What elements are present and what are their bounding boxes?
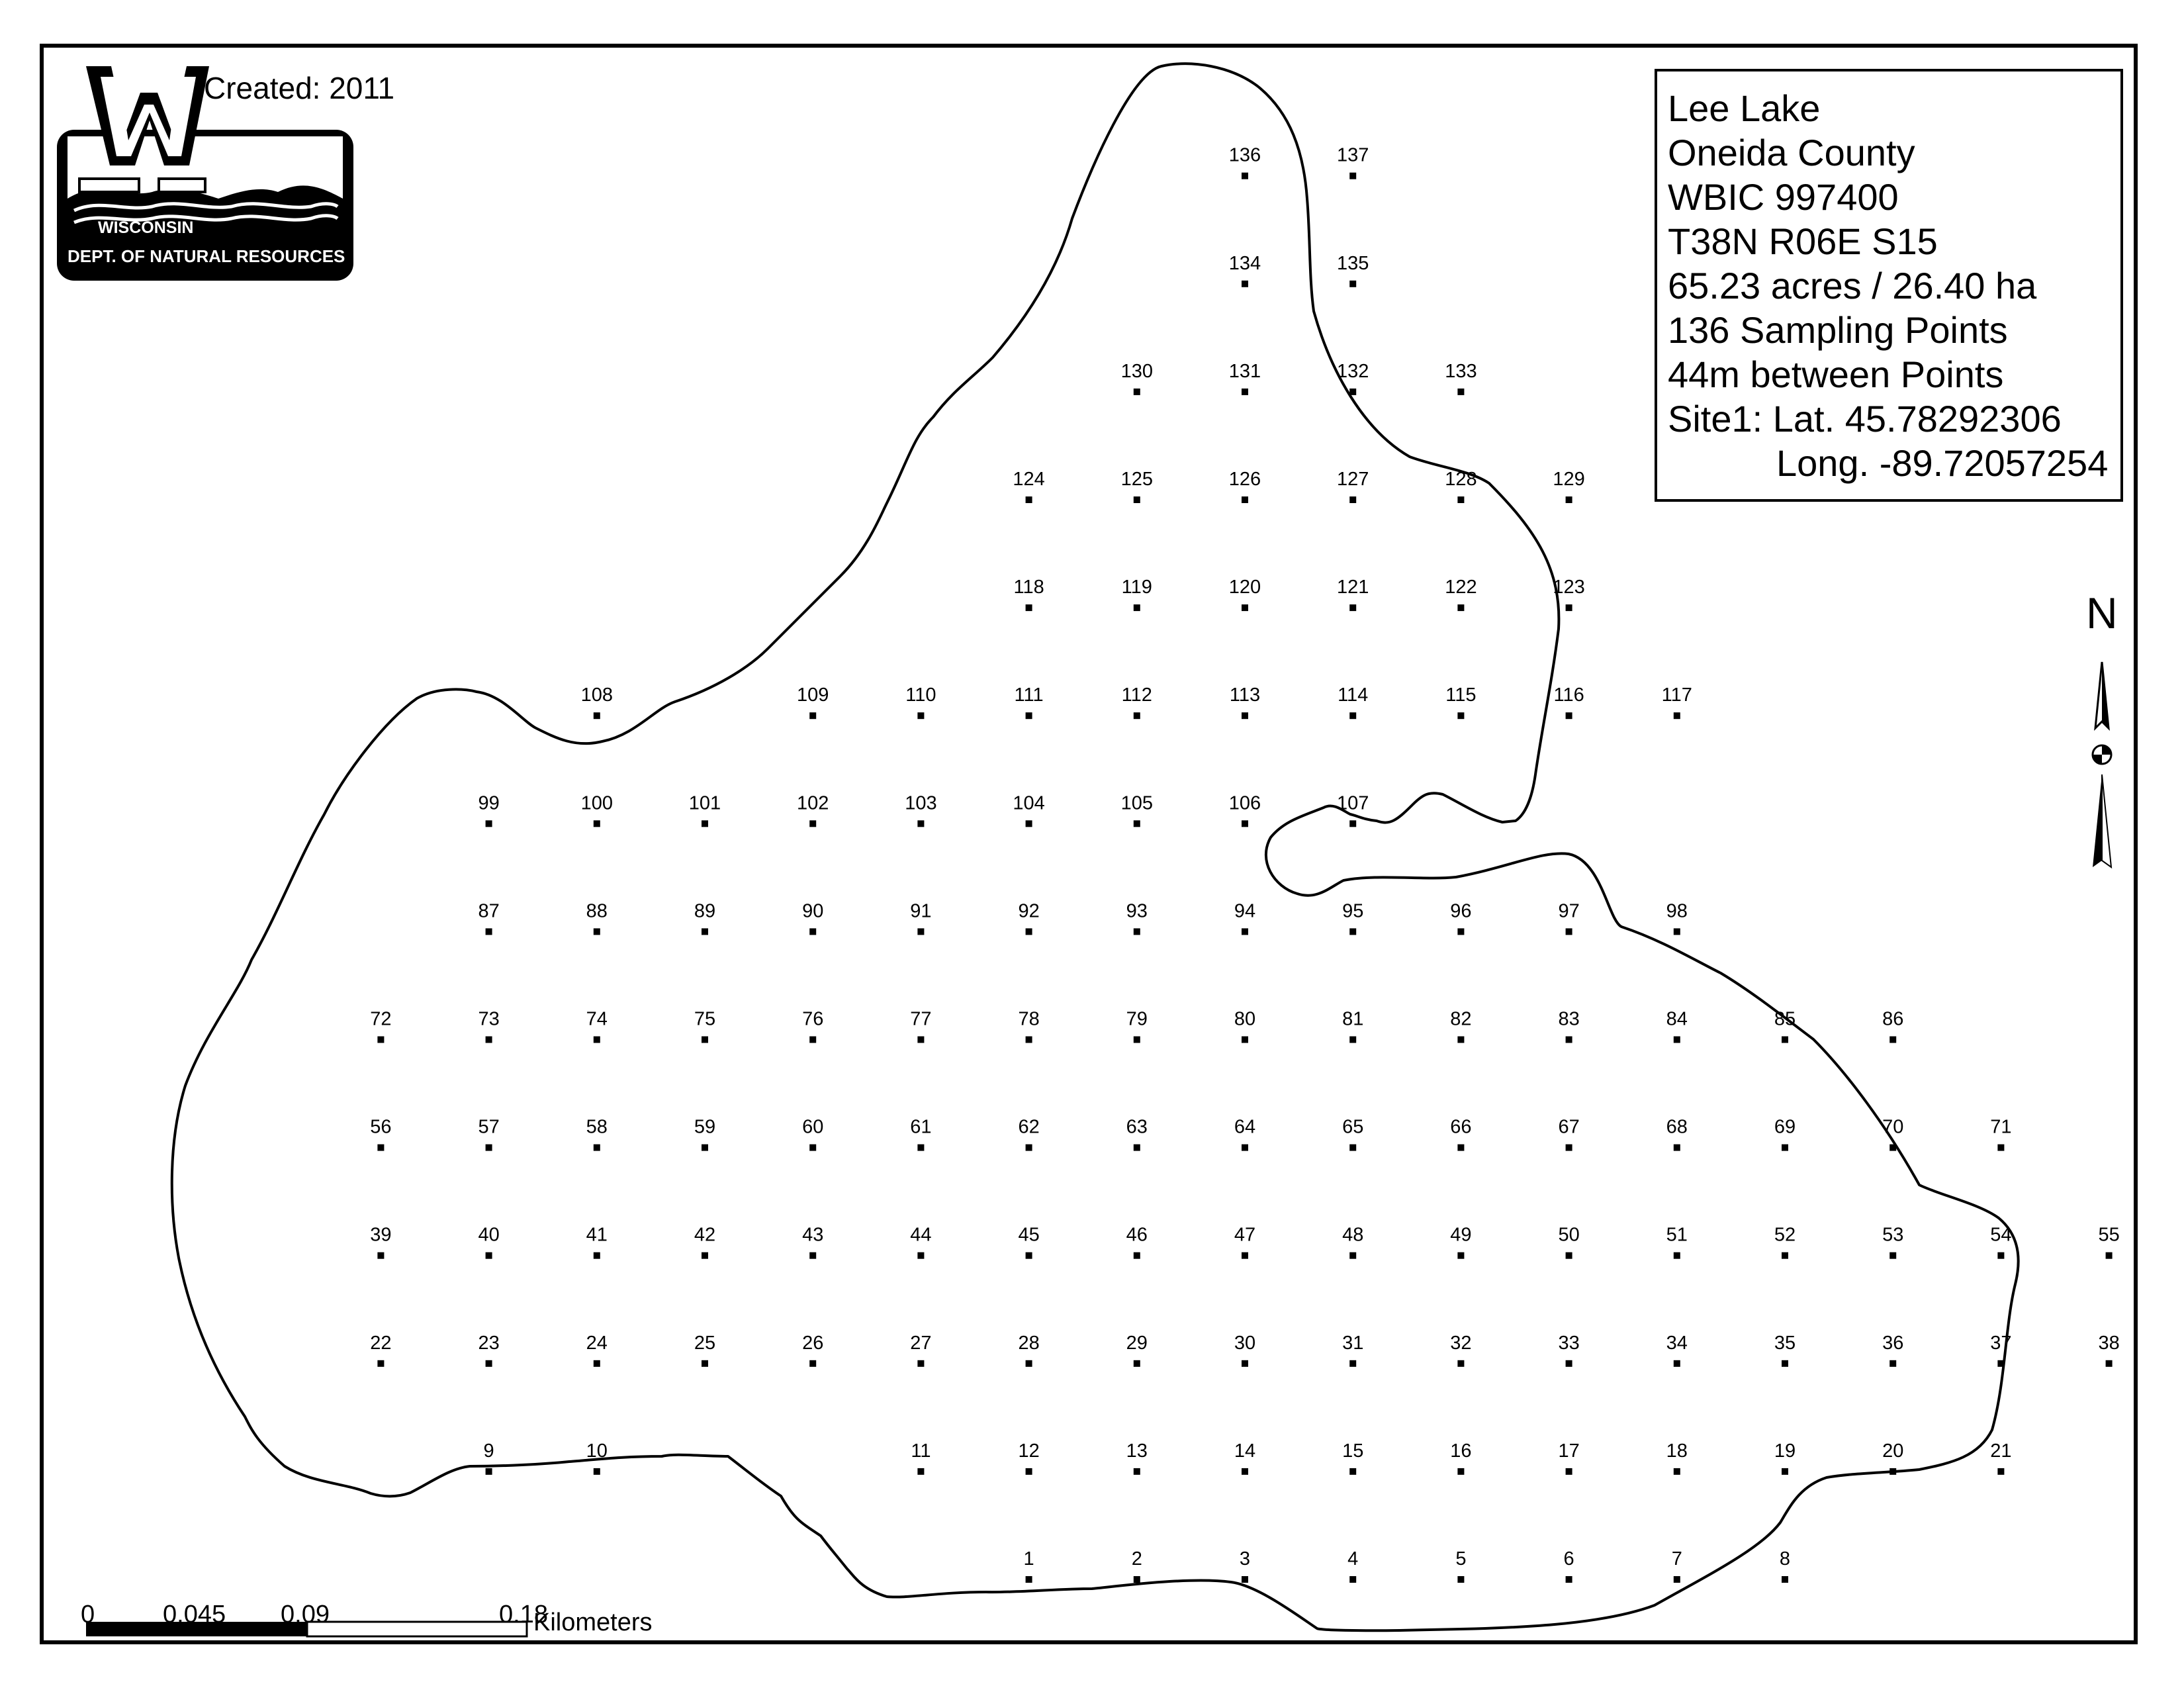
sampling-point-label-3: 3	[1239, 1548, 1251, 1570]
sampling-point-label-113: 113	[1229, 684, 1261, 706]
created-date: Created: 2011	[204, 71, 395, 105]
sampling-point-121	[1349, 604, 1356, 611]
sampling-point-42	[702, 1252, 708, 1259]
sampling-point-label-81: 81	[1342, 1008, 1364, 1030]
sampling-point-label-50: 50	[1558, 1224, 1580, 1246]
sampling-point-label-1: 1	[1023, 1548, 1034, 1570]
sampling-point-label-20: 20	[1882, 1440, 1904, 1462]
sampling-point-label-30: 30	[1234, 1332, 1256, 1354]
sampling-point-87	[486, 928, 492, 935]
sampling-point-83	[1566, 1037, 1572, 1043]
sampling-point-71	[1997, 1145, 2004, 1151]
sampling-point-label-77: 77	[910, 1008, 932, 1030]
sampling-point-60	[809, 1145, 816, 1151]
sampling-point-label-5: 5	[1455, 1548, 1467, 1570]
sampling-point-134	[1242, 281, 1248, 287]
sampling-point-label-67: 67	[1558, 1116, 1580, 1138]
sampling-point-36	[1889, 1360, 1896, 1367]
sampling-point-93	[1134, 928, 1140, 935]
sampling-point-label-69: 69	[1774, 1116, 1796, 1138]
sampling-point-label-55: 55	[2098, 1224, 2120, 1246]
sampling-point-33	[1566, 1360, 1572, 1367]
sampling-point-label-83: 83	[1558, 1008, 1580, 1030]
sampling-point-115	[1457, 712, 1464, 719]
sampling-point-label-86: 86	[1882, 1008, 1904, 1030]
sampling-point-34	[1674, 1360, 1680, 1367]
sampling-point-label-114: 114	[1338, 684, 1369, 706]
sampling-point-label-121: 121	[1337, 577, 1369, 598]
sampling-point-4	[1349, 1576, 1356, 1583]
sampling-point-89	[702, 928, 708, 935]
north-letter: N	[2086, 588, 2118, 637]
sampling-point-57	[486, 1145, 492, 1151]
sampling-point-label-19: 19	[1774, 1440, 1796, 1462]
sampling-point-129	[1566, 496, 1572, 503]
sampling-point-label-33: 33	[1558, 1332, 1580, 1354]
sampling-point-label-92: 92	[1018, 900, 1040, 922]
sampling-point-82	[1457, 1037, 1464, 1043]
sampling-point-53	[1889, 1252, 1896, 1259]
sampling-point-95	[1349, 928, 1356, 935]
sampling-point-label-133: 133	[1445, 360, 1477, 382]
sampling-point-label-57: 57	[478, 1116, 500, 1138]
sampling-point-label-115: 115	[1445, 684, 1477, 706]
sampling-point-label-128: 128	[1445, 469, 1477, 490]
sampling-point-label-34: 34	[1666, 1332, 1688, 1354]
sampling-point-label-43: 43	[802, 1224, 824, 1246]
lake-area: 65.23 acres / 26.40 ha	[1668, 265, 2037, 306]
sampling-point-25	[702, 1360, 708, 1367]
sampling-point-15	[1349, 1468, 1356, 1475]
sampling-point-label-108: 108	[580, 684, 613, 706]
sampling-point-label-74: 74	[586, 1008, 608, 1030]
sampling-point-39	[377, 1252, 384, 1259]
sampling-point-136	[1242, 173, 1248, 179]
sampling-point-126	[1242, 496, 1248, 503]
sampling-point-label-90: 90	[802, 900, 824, 922]
sampling-point-32	[1457, 1360, 1464, 1367]
sampling-point-label-8: 8	[1779, 1548, 1791, 1570]
sampling-point-43	[809, 1252, 816, 1259]
sampling-point-label-46: 46	[1126, 1224, 1148, 1246]
sampling-point-118	[1026, 604, 1032, 611]
scale-units: Kilometers	[533, 1609, 653, 1636]
sampling-point-label-52: 52	[1774, 1224, 1796, 1246]
sampling-point-11	[917, 1468, 924, 1475]
sampling-point-label-61: 61	[910, 1116, 932, 1138]
sampling-point-label-75: 75	[694, 1008, 716, 1030]
sampling-point-label-53: 53	[1882, 1224, 1904, 1246]
sampling-point-label-109: 109	[797, 684, 829, 706]
sampling-point-28	[1026, 1360, 1032, 1367]
sampling-point-12	[1026, 1468, 1032, 1475]
sampling-point-91	[917, 928, 924, 935]
point-count: 136 Sampling Points	[1668, 309, 2008, 351]
sampling-point-label-45: 45	[1018, 1224, 1040, 1246]
sampling-point-70	[1889, 1145, 1896, 1151]
sampling-point-label-60: 60	[802, 1116, 824, 1138]
sampling-point-50	[1566, 1252, 1572, 1259]
sampling-point-label-136: 136	[1228, 144, 1261, 166]
sampling-point-label-11: 11	[911, 1440, 931, 1462]
sampling-point-111	[1026, 712, 1032, 719]
sampling-point-label-48: 48	[1342, 1224, 1364, 1246]
sampling-point-18	[1674, 1468, 1680, 1475]
sampling-point-label-66: 66	[1450, 1116, 1472, 1138]
sampling-point-label-76: 76	[802, 1008, 824, 1030]
sampling-point-51	[1674, 1252, 1680, 1259]
sampling-point-label-84: 84	[1666, 1008, 1688, 1030]
sampling-point-52	[1782, 1252, 1788, 1259]
sampling-point-100	[594, 820, 600, 827]
sampling-point-label-97: 97	[1558, 900, 1580, 922]
sampling-point-label-31: 31	[1342, 1332, 1364, 1354]
wbic-code: WBIC 997400	[1668, 176, 1899, 218]
sampling-point-label-18: 18	[1666, 1440, 1688, 1462]
sampling-point-2	[1134, 1576, 1140, 1583]
sampling-point-103	[917, 820, 924, 827]
sampling-point-label-124: 124	[1013, 469, 1045, 490]
sampling-point-label-6: 6	[1563, 1548, 1574, 1570]
sampling-point-label-132: 132	[1337, 360, 1369, 382]
sampling-point-label-137: 137	[1337, 144, 1369, 166]
sampling-point-133	[1457, 389, 1464, 395]
scale-tick-1: 0.045	[163, 1601, 226, 1628]
sampling-point-label-91: 91	[910, 900, 932, 922]
sampling-point-69	[1782, 1145, 1788, 1151]
sampling-point-label-105: 105	[1120, 792, 1153, 814]
sampling-point-label-130: 130	[1120, 360, 1153, 382]
county-name: Oneida County	[1668, 132, 1915, 173]
sampling-point-22	[377, 1360, 384, 1367]
logo-line2: DEPT. OF NATURAL RESOURCES	[68, 246, 345, 266]
sampling-point-48	[1349, 1252, 1356, 1259]
sampling-point-132	[1349, 389, 1356, 395]
sampling-point-label-47: 47	[1234, 1224, 1256, 1246]
sampling-point-label-82: 82	[1450, 1008, 1472, 1030]
sampling-point-label-118: 118	[1013, 577, 1044, 598]
sampling-point-67	[1566, 1145, 1572, 1151]
sampling-point-94	[1242, 928, 1248, 935]
sampling-point-76	[809, 1037, 816, 1043]
sampling-point-19	[1782, 1468, 1788, 1475]
sampling-point-label-44: 44	[910, 1224, 932, 1246]
sampling-point-label-116: 116	[1553, 684, 1584, 706]
sampling-point-41	[594, 1252, 600, 1259]
sampling-point-62	[1026, 1145, 1032, 1151]
sampling-point-31	[1349, 1360, 1356, 1367]
sampling-point-label-106: 106	[1228, 792, 1261, 814]
sampling-point-label-40: 40	[478, 1224, 500, 1246]
sampling-point-label-107: 107	[1337, 792, 1369, 814]
sampling-point-92	[1026, 928, 1032, 935]
sampling-point-30	[1242, 1360, 1248, 1367]
sampling-point-label-79: 79	[1126, 1008, 1148, 1030]
sampling-point-label-98: 98	[1666, 900, 1688, 922]
sampling-point-55	[2106, 1252, 2113, 1259]
sampling-point-54	[1997, 1252, 2004, 1259]
sampling-point-74	[594, 1037, 600, 1043]
sampling-point-label-39: 39	[370, 1224, 392, 1246]
sampling-point-128	[1457, 496, 1464, 503]
info-box	[1655, 69, 2123, 502]
sampling-point-116	[1566, 712, 1572, 719]
sampling-point-label-22: 22	[370, 1332, 392, 1354]
sampling-point-85	[1782, 1037, 1788, 1043]
sampling-point-label-62: 62	[1018, 1116, 1040, 1138]
sampling-point-101	[702, 820, 708, 827]
sampling-point-59	[702, 1145, 708, 1151]
sampling-point-122	[1457, 604, 1464, 611]
sampling-point-45	[1026, 1252, 1032, 1259]
sampling-point-label-102: 102	[797, 792, 829, 814]
sampling-point-label-4: 4	[1347, 1548, 1359, 1570]
sampling-point-27	[917, 1360, 924, 1367]
sampling-point-label-129: 129	[1553, 469, 1585, 490]
sampling-point-label-134: 134	[1228, 252, 1261, 274]
scale-tick-2: 0.09	[281, 1601, 330, 1628]
sampling-point-label-127: 127	[1337, 469, 1369, 490]
sampling-point-75	[702, 1037, 708, 1043]
sampling-point-9	[486, 1468, 492, 1475]
sampling-point-84	[1674, 1037, 1680, 1043]
sampling-point-label-117: 117	[1661, 684, 1692, 706]
sampling-point-14	[1242, 1468, 1248, 1475]
sampling-point-46	[1134, 1252, 1140, 1259]
sampling-point-66	[1457, 1145, 1464, 1151]
sampling-point-123	[1566, 604, 1572, 611]
sampling-point-label-95: 95	[1342, 900, 1364, 922]
sampling-point-86	[1889, 1037, 1896, 1043]
sampling-point-label-26: 26	[802, 1332, 824, 1354]
sampling-point-98	[1674, 928, 1680, 935]
sampling-point-label-104: 104	[1013, 792, 1045, 814]
sampling-point-label-27: 27	[910, 1332, 932, 1354]
sampling-point-114	[1349, 712, 1356, 719]
sampling-point-label-99: 99	[478, 792, 500, 814]
sampling-point-label-68: 68	[1666, 1116, 1688, 1138]
sampling-point-124	[1026, 496, 1032, 503]
sampling-point-label-89: 89	[694, 900, 716, 922]
sampling-point-97	[1566, 928, 1572, 935]
sampling-point-label-28: 28	[1018, 1332, 1040, 1354]
sampling-point-label-112: 112	[1121, 684, 1152, 706]
scale-tick-3: 0.18	[499, 1601, 548, 1628]
sampling-point-35	[1782, 1360, 1788, 1367]
sampling-point-label-29: 29	[1126, 1332, 1148, 1354]
sampling-point-58	[594, 1145, 600, 1151]
sampling-point-label-16: 16	[1450, 1440, 1472, 1462]
sampling-point-label-135: 135	[1337, 252, 1369, 274]
sampling-point-72	[377, 1037, 384, 1043]
sampling-point-131	[1242, 389, 1248, 395]
sampling-point-104	[1026, 820, 1032, 827]
sampling-point-106	[1242, 820, 1248, 827]
sampling-point-label-87: 87	[478, 900, 500, 922]
sampling-point-8	[1782, 1576, 1788, 1583]
sampling-point-68	[1674, 1145, 1680, 1151]
sampling-point-49	[1457, 1252, 1464, 1259]
point-spacing: 44m between Points	[1668, 353, 2004, 395]
sampling-point-107	[1349, 820, 1356, 827]
sampling-point-label-56: 56	[370, 1116, 392, 1138]
sampling-point-79	[1134, 1037, 1140, 1043]
sampling-point-label-122: 122	[1445, 577, 1477, 598]
sampling-point-label-125: 125	[1120, 469, 1153, 490]
sampling-point-label-42: 42	[694, 1224, 716, 1246]
sampling-point-64	[1242, 1145, 1248, 1151]
sampling-point-44	[917, 1252, 924, 1259]
sampling-point-81	[1349, 1037, 1356, 1043]
sampling-point-96	[1457, 928, 1464, 935]
sampling-point-90	[809, 928, 816, 935]
sampling-point-label-58: 58	[586, 1116, 608, 1138]
sampling-point-108	[594, 712, 600, 719]
sampling-point-label-72: 72	[370, 1008, 392, 1030]
sampling-point-29	[1134, 1360, 1140, 1367]
sampling-point-88	[594, 928, 600, 935]
sampling-point-label-103: 103	[905, 792, 937, 814]
sampling-point-110	[917, 712, 924, 719]
sampling-point-63	[1134, 1145, 1140, 1151]
sampling-point-7	[1674, 1576, 1680, 1583]
sampling-point-99	[486, 820, 492, 827]
scale-tick-0: 0	[81, 1601, 95, 1628]
sampling-point-13	[1134, 1468, 1140, 1475]
sampling-point-117	[1674, 712, 1680, 719]
logo-line1: WISCONSIN	[98, 218, 194, 237]
sampling-point-109	[809, 712, 816, 719]
sampling-point-38	[2106, 1360, 2113, 1367]
sampling-point-label-17: 17	[1558, 1440, 1580, 1462]
sampling-point-105	[1134, 820, 1140, 827]
sampling-point-37	[1997, 1360, 2004, 1367]
sampling-point-label-119: 119	[1121, 577, 1152, 598]
sampling-point-label-41: 41	[586, 1224, 608, 1246]
sampling-point-label-12: 12	[1018, 1440, 1040, 1462]
sampling-point-65	[1349, 1145, 1356, 1151]
sampling-point-label-71: 71	[1990, 1116, 2012, 1138]
sampling-point-112	[1134, 712, 1140, 719]
sampling-point-label-70: 70	[1882, 1116, 1904, 1138]
site-longitude: Long. -89.72057254	[1776, 442, 2109, 484]
sampling-point-label-10: 10	[586, 1440, 608, 1462]
sampling-point-label-101: 101	[688, 792, 721, 814]
sampling-point-130	[1134, 389, 1140, 395]
sampling-point-102	[809, 820, 816, 827]
sampling-point-label-78: 78	[1018, 1008, 1040, 1030]
sampling-point-113	[1242, 712, 1248, 719]
sampling-point-47	[1242, 1252, 1248, 1259]
north-arrow-icon	[2093, 662, 2111, 867]
sampling-point-26	[809, 1360, 816, 1367]
sampling-point-label-100: 100	[580, 792, 613, 814]
sampling-point-label-21: 21	[1990, 1440, 2012, 1462]
sampling-point-label-7: 7	[1671, 1548, 1682, 1570]
sampling-point-label-36: 36	[1882, 1332, 1904, 1354]
township-range-section: T38N R06E S15	[1668, 220, 1938, 262]
sampling-point-21	[1997, 1468, 2004, 1475]
sampling-point-120	[1242, 604, 1248, 611]
sampling-point-125	[1134, 496, 1140, 503]
sampling-point-56	[377, 1145, 384, 1151]
sampling-point-73	[486, 1037, 492, 1043]
sampling-point-label-38: 38	[2098, 1332, 2120, 1354]
sampling-point-10	[594, 1468, 600, 1475]
sampling-point-5	[1457, 1576, 1464, 1583]
sampling-point-label-54: 54	[1990, 1224, 2012, 1246]
sampling-point-127	[1349, 496, 1356, 503]
sampling-point-23	[486, 1360, 492, 1367]
sampling-point-label-64: 64	[1234, 1116, 1256, 1138]
sampling-point-label-49: 49	[1450, 1224, 1472, 1246]
sampling-point-80	[1242, 1037, 1248, 1043]
sampling-point-label-126: 126	[1228, 469, 1261, 490]
sampling-point-label-96: 96	[1450, 900, 1472, 922]
sampling-point-label-94: 94	[1234, 900, 1256, 922]
sampling-point-3	[1242, 1576, 1248, 1583]
sampling-point-label-24: 24	[586, 1332, 608, 1354]
sampling-point-label-37: 37	[1990, 1332, 2012, 1354]
sampling-point-label-85: 85	[1774, 1008, 1796, 1030]
sampling-point-label-120: 120	[1228, 577, 1261, 598]
sampling-point-label-51: 51	[1666, 1224, 1688, 1246]
sampling-point-label-63: 63	[1126, 1116, 1148, 1138]
sampling-point-137	[1349, 173, 1356, 179]
sampling-point-label-93: 93	[1126, 900, 1148, 922]
sampling-point-label-23: 23	[478, 1332, 500, 1354]
sampling-point-label-2: 2	[1131, 1548, 1142, 1570]
sampling-point-20	[1889, 1468, 1896, 1475]
sampling-point-1	[1026, 1576, 1032, 1583]
sampling-point-24	[594, 1360, 600, 1367]
sampling-point-119	[1134, 604, 1140, 611]
site-latitude: Site1: Lat. 45.78292306	[1668, 398, 2062, 440]
sampling-point-6	[1566, 1576, 1572, 1583]
sampling-point-label-9: 9	[483, 1440, 494, 1462]
sampling-point-label-123: 123	[1553, 577, 1585, 598]
sampling-point-78	[1026, 1037, 1032, 1043]
sampling-point-label-80: 80	[1234, 1008, 1256, 1030]
sampling-point-label-131: 131	[1228, 360, 1261, 382]
sampling-point-label-25: 25	[694, 1332, 716, 1354]
sampling-point-label-15: 15	[1342, 1440, 1364, 1462]
sampling-point-label-35: 35	[1774, 1332, 1796, 1354]
sampling-point-label-88: 88	[586, 900, 608, 922]
lake-name: Lee Lake	[1668, 87, 1821, 129]
sampling-point-label-32: 32	[1450, 1332, 1472, 1354]
sampling-point-label-65: 65	[1342, 1116, 1364, 1138]
sampling-point-label-13: 13	[1126, 1440, 1148, 1462]
sampling-point-label-59: 59	[694, 1116, 716, 1138]
sampling-point-17	[1566, 1468, 1572, 1475]
sampling-point-label-73: 73	[478, 1008, 500, 1030]
sampling-point-135	[1349, 281, 1356, 287]
sampling-point-label-111: 111	[1014, 684, 1044, 706]
sampling-point-61	[917, 1145, 924, 1151]
sampling-point-16	[1457, 1468, 1464, 1475]
sampling-point-label-14: 14	[1234, 1440, 1256, 1462]
sampling-point-77	[917, 1037, 924, 1043]
sampling-point-40	[486, 1252, 492, 1259]
sampling-point-label-110: 110	[905, 684, 936, 706]
